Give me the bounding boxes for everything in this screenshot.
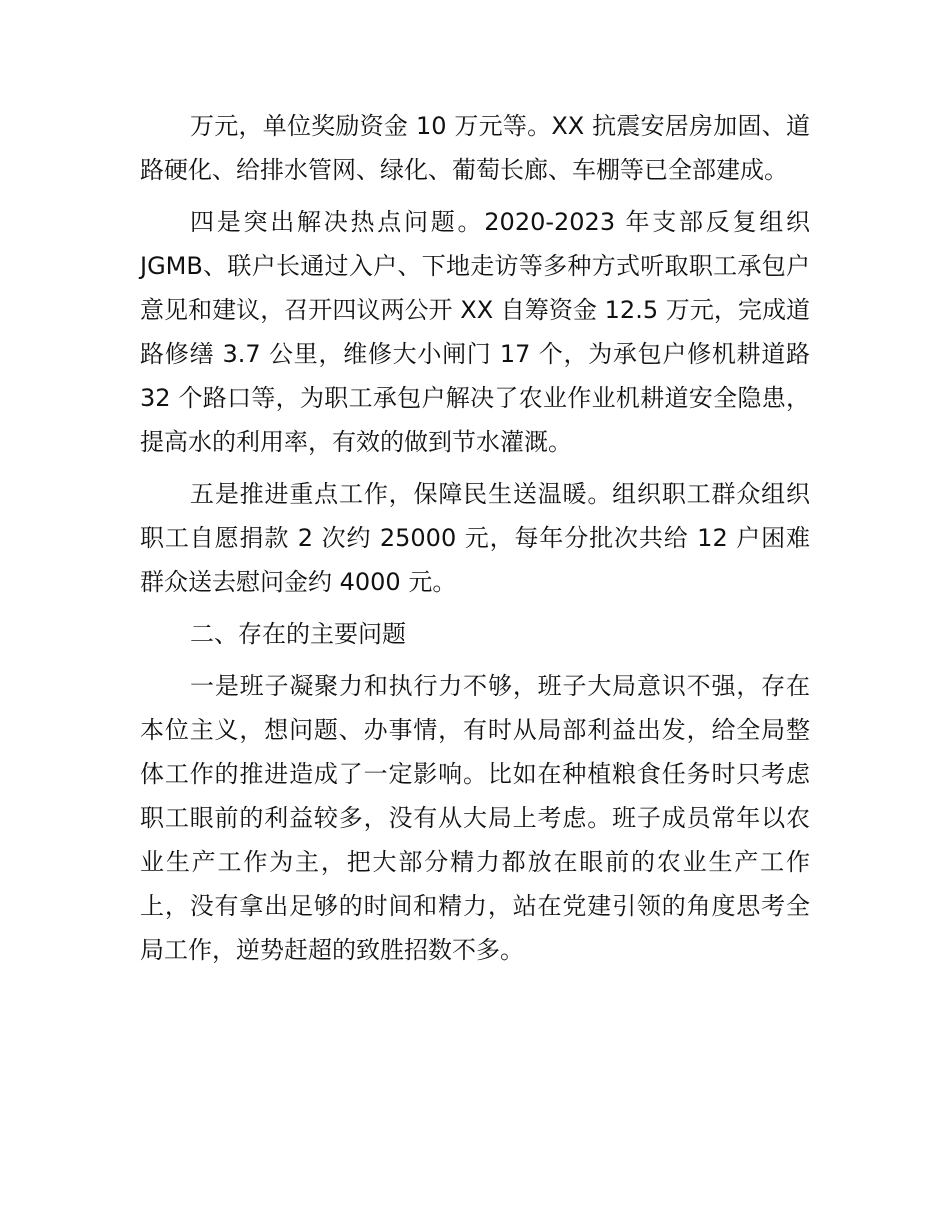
paragraph-continuation: 万元，单位奖励资金 10 万元等。XX 抗震安居房加固、道路硬化、给排水管网、绿化、葡萄长廊、车棚等已全部建成。 [140,112,810,184]
paragraph-main-problems: 一是班子凝聚力和执行力不够，班子大局意识不强，存在本位主义，想问题、办事情，有时从局部利益出发，给全局整体工作的推进造成了一定影响。比如在种植粮食任务时只考虑职工眼前的利益较多，没有从大局上考虑。班子成员常年以农业生产工作为主，把大部分精力都放在眼前的农业生产工作上，没有拿出足够的时间和精力，站在党建引领的角度思考全局工作，逆势赶超的致胜招数不多。 [140,672,810,964]
section-heading: 二、存在的主要问题 [190,620,406,648]
paragraph-key-work: 五是推进重点工作，保障民生送温暖。组织职工群众组织职工自愿捐款 2 次约 25000 元，每年分批次共给 12 户困难群众送去慰问金约 4000 元。 [140,480,810,596]
document-body [140,104,810,980]
paragraph-hotspot-issues: 四是突出解决热点问题。2020-2023 年支部反复组织 JGMB、联户长通过入户、下地走访等多种方式听取职工承包户意见和建议，召开四议两公开 XX 自筹资金 12.5 万元，完成道路修缮 3.7 公里，维修大小闸门 17 个，为承包户修机耕道路 32 个路口等，为职工承包户解决了农业作业机耕道安全隐患，提高水的利用率，有效的做到节水灌溉。 [140,208,810,456]
